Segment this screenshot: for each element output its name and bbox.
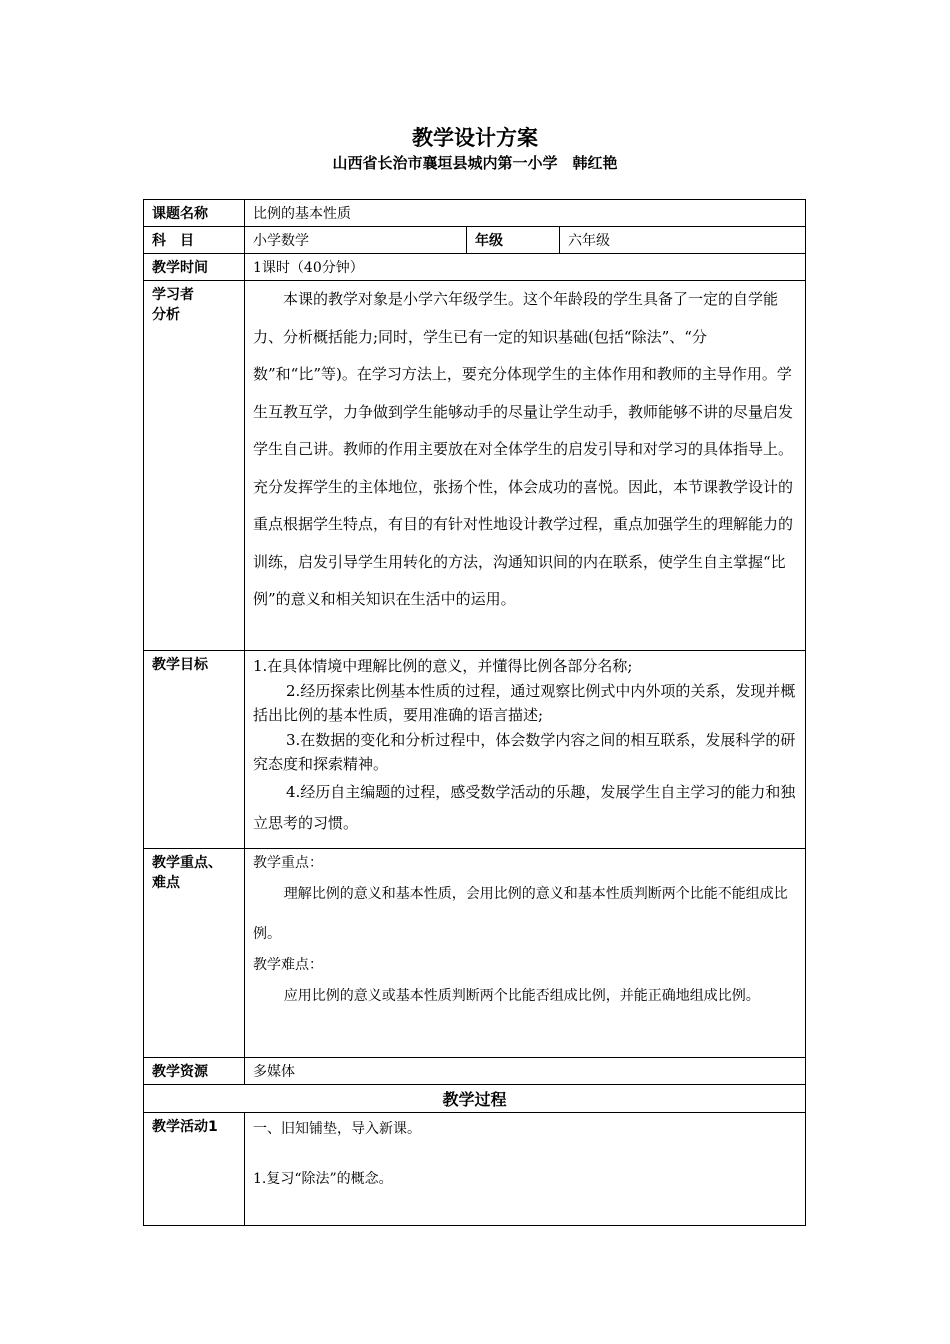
activity-1-label: 教学活动1 (144, 1113, 245, 1226)
row-teaching-goals (144, 651, 806, 849)
row-subject (144, 227, 806, 254)
row-learner-analysis (144, 281, 806, 651)
row-course-name (144, 200, 806, 227)
teaching-goals-cell (245, 651, 806, 849)
learner-analysis-cell (245, 281, 806, 651)
row-process-header (144, 1085, 806, 1113)
course-name-value: 比例的基本性质 (245, 200, 806, 227)
goal-item-4: 4.经历自主编题的过程，感受数学活动的乐趣，发展学生自主学习的能力和独立思考的习惯。 (253, 782, 796, 832)
learner-analysis-label-line2: 分析 (152, 307, 180, 323)
activity-1-line-1: 一、旧知铺垫，导入新课。 (253, 1121, 421, 1137)
course-name-label: 课题名称 (144, 200, 245, 227)
key-points-cell (245, 849, 806, 1058)
teaching-goals-label: 教学目标 (144, 651, 245, 849)
row-key-points (144, 849, 806, 1058)
row-teaching-time (144, 254, 806, 281)
key-points-label (144, 849, 245, 1058)
difficulty-text: 应用比例的意义或基本性质判断两个比能否组成比例，并能正确地组成比例。 (283, 988, 760, 1004)
document-subtitle: 山西省长治市襄垣县城内第一小学 韩红艳 (332, 154, 618, 172)
learner-analysis-label-line1: 学习者 (152, 287, 194, 303)
document-title: 教学设计方案 (412, 126, 538, 150)
goal-item-2: 2.经历探索比例基本性质的过程，通过观察比例式中内外项的关系，发现并概括出比例的基本性质，要用准确的语言描述; (253, 681, 796, 724)
key-points-label-line1: 教学重点、 (152, 855, 222, 871)
teaching-time-value: 1课时（40分钟） (245, 254, 806, 281)
lesson-plan-table (143, 199, 806, 1226)
key-points-heading: 教学重点： (253, 855, 323, 871)
key-points-text: 理解比例的意义和基本性质，会用比例的意义和基本性质判断两个比能不能组成比例。 (253, 886, 788, 942)
difficulty-heading: 教学难点： (253, 957, 323, 973)
subject-value: 小学数学 (245, 227, 467, 254)
process-header: 教学过程 (144, 1085, 806, 1113)
grade-label: 年级 (467, 227, 560, 254)
learner-analysis-label (144, 281, 245, 651)
key-points-label-line2: 难点 (152, 875, 180, 891)
activity-1-line-2: 1.复习“除法”的概念。 (253, 1171, 393, 1187)
learner-analysis-text: 本课的教学对象是小学六年级学生。这个年龄段的学生具备了一定的自学能力、分析概括能力;同时，学生已有一定的知识基础(包括“除法”、“分数”和“比”等)。在学习方法上，要充分体现学生的主体作用和教师的主导作用。学生互教互学，力争做到学生能够动手的尽量让学生动手，教师能够不讲的尽量启发学生自己讲。教师的作用主要放在对全体学生的启发引导和对学习的具体指导上。充分发挥学生的主体地位，张扬个性，体会成功的喜悦。因此，本节课教学设计的重点根据学生特点，有目的有针对性地设计教学过程，重点加强学生的理解能力的训练，启发引导学生用转化的方法，沟通知识间的内在联系，使学生自主掌握“比例”的意义和相关知识在生活中的运用。 (253, 290, 794, 608)
activity-1-cell (245, 1113, 806, 1226)
grade-value: 六年级 (560, 227, 806, 254)
row-resources (144, 1058, 806, 1085)
resources-value: 多媒体 (245, 1058, 806, 1085)
resources-label: 教学资源 (144, 1058, 245, 1085)
subject-label: 科 目 (144, 227, 245, 254)
teaching-time-label: 教学时间 (144, 254, 245, 281)
goal-item-1: 1.在具体情境中理解比例的意义，并懂得比例各部分名称; (253, 657, 633, 675)
row-activity-1 (144, 1113, 806, 1226)
goal-item-3: 3.在数据的变化和分析过程中，体会数学内容之间的相互联系，发展科学的研究态度和探索精神。 (253, 730, 796, 773)
